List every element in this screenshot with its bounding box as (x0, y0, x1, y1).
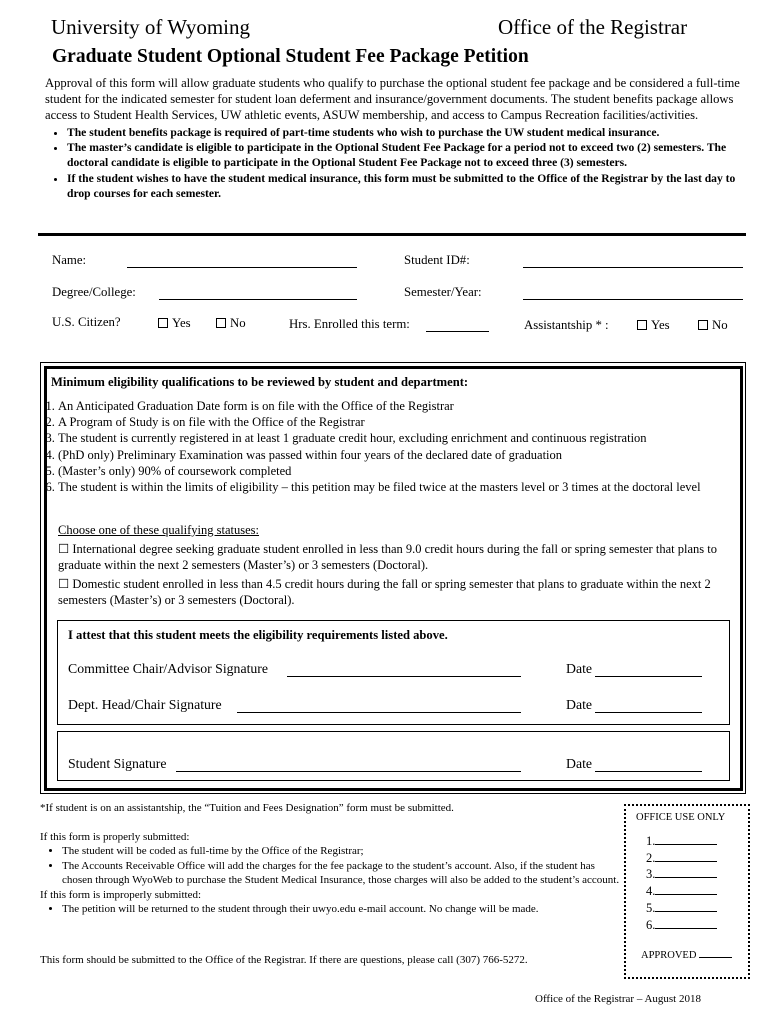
list-item: • The petition will be returned to the student through their uwyo.edu e-mail account. No change will be made. (62, 902, 620, 916)
list-item: • If the student wishes to have the student medical insurance, this form must be submitted to the Office of the Registrar by the last day to drop courses for each semester. (67, 171, 745, 202)
degree-field[interactable] (159, 287, 357, 300)
degree-label: Degree/College: (52, 285, 136, 299)
status-heading: Choose one of these qualifying statuses: (58, 523, 260, 537)
office-name: Office of the Registrar (498, 15, 688, 39)
status-option-text: Domestic student enrolled in less than 4.5 credit hours during the fall or spring semester that plans to graduate within the next 2 semesters (Master’s) or 3 semesters (Doctoral). (58, 577, 711, 608)
eligibility-heading: Minimum eligibility qualifications to be reviewed by student and department: (51, 375, 469, 389)
citizen-label: U.S. Citizen? (52, 315, 121, 329)
yes-label: Yes (172, 316, 191, 330)
list-item: 2. A Program of Study is on file with the Office of the Registrar (58, 414, 735, 430)
improper-heading: If this form is improperly submitted: (40, 888, 202, 901)
approved-label: APPROVED (641, 950, 697, 961)
checkbox-icon: ☐ (58, 577, 73, 591)
list-item: 6. The student is within the limits of eligibility – this petition may be filed twice at the masters level or 3 times at the doctoral level (58, 479, 735, 495)
checkbox-icon (637, 320, 647, 330)
citizen-no-checkbox[interactable] (216, 316, 246, 331)
no-label: No (712, 318, 728, 332)
name-label: Name: (52, 253, 87, 267)
committee-date-field[interactable] (595, 664, 702, 677)
office-use-line[interactable] (646, 917, 717, 934)
date-label: Date (566, 661, 593, 676)
line-number: 2. (646, 850, 656, 865)
proper-heading: If this form is properly submitted: (40, 831, 190, 843)
committee-signature-field[interactable] (287, 664, 521, 677)
student-id-field[interactable] (523, 255, 743, 268)
semester-label: Semester/Year: (404, 285, 482, 299)
name-field[interactable] (127, 255, 357, 268)
attest-statement: I attest that this student meets the eligibility requirements listed above. (68, 628, 448, 642)
approved-row[interactable] (641, 948, 732, 961)
assistantship-yes-checkbox[interactable] (637, 318, 670, 333)
assistantship-no-checkbox[interactable] (698, 318, 728, 333)
list-item: 5. (Master’s only) 90% of coursework completed (58, 463, 735, 479)
line-number: 1. (646, 834, 656, 848)
list-item: • The student will be coded as full-time by the Office of the Registrar; (62, 844, 620, 858)
checkbox-icon: ☐ (58, 542, 73, 556)
line-number: 5. (646, 900, 656, 915)
citizen-yes-checkbox[interactable] (158, 316, 191, 331)
student-id-label: Student ID#: (404, 253, 470, 267)
hrs-label: Hrs. Enrolled this term: (289, 317, 410, 331)
office-use-line[interactable] (646, 883, 717, 900)
status-option-text: International degree seeking graduate student enrolled in less than 9.0 credit hours during the fall or spring semester that plans to graduate within the next 2 semesters (Master’s) or 3 semesters (Doctoral). (58, 542, 717, 573)
eligibility-list (30, 398, 735, 495)
student-signature-field[interactable] (176, 759, 521, 772)
intro-bullets (45, 125, 745, 201)
list-item: • The master’s candidate is eligible to participate in the Optional Student Fee Package for a period not to exceed two (2) semesters. The doctoral candidate is eligible to participate in the Optional Student Fee Package not to exceed three (3) semesters. (67, 140, 745, 171)
list-item: 4. (PhD only) Preliminary Examination was passed within four years of the declared date of graduation (58, 447, 735, 463)
dept-date-field[interactable] (595, 700, 702, 713)
revision-date: Office of the Registrar – August 2018 (535, 993, 701, 1005)
submit-note: This form should be submitted to the Office of the Registrar. If there are questions, please call (307) 766-5272. (40, 954, 528, 966)
office-use-line[interactable] (646, 866, 717, 883)
section-divider (38, 233, 746, 236)
list-item: 3. The student is currently registered in at least 1 graduate credit hour, excluding enrichment and continuous registration (58, 430, 735, 446)
university-name: University of Wyoming (51, 15, 250, 39)
office-use-lines (646, 833, 717, 933)
date-label: Date (566, 756, 593, 771)
line-number: 6. (646, 917, 656, 932)
office-use-line[interactable] (646, 833, 717, 850)
committee-signature-label: Committee Chair/Advisor Signature (68, 661, 269, 676)
list-item: • The Accounts Receivable Office will add the charges for the fee package to the student’s account. Also, if the student has chosen through WyoWeb to purchase the Student Medical Insurance, those charges will also be added to the student’s account. (62, 859, 620, 888)
office-use-line[interactable] (646, 900, 717, 917)
hrs-field[interactable] (426, 319, 489, 332)
office-use-title: OFFICE USE ONLY (636, 812, 726, 823)
line-number: 4. (646, 884, 656, 899)
status-option-domestic[interactable] (58, 576, 730, 608)
page-title: Graduate Student Optional Student Fee Package Petition (52, 46, 529, 67)
intro-section (45, 75, 745, 201)
office-use-line[interactable] (646, 850, 717, 867)
line-number: 3. (646, 867, 656, 882)
no-label: No (230, 316, 246, 330)
checkbox-icon (216, 318, 226, 328)
list-item: 1. An Anticipated Graduation Date form is on file with the Office of the Registrar (58, 398, 735, 414)
semester-field[interactable] (523, 287, 743, 300)
date-label: Date (566, 697, 593, 712)
yes-label: Yes (651, 318, 670, 332)
student-date-field[interactable] (595, 759, 702, 772)
dept-signature-field[interactable] (237, 700, 521, 713)
assistantship-label: Assistantship * : (524, 318, 609, 332)
intro-paragraph: Approval of this form will allow graduate students who qualify to purchase the optional student fee package and be considered a full-time student for the indicated semester for student loan deferment and insurance/government documents. The student benefits package allows access to Student Health Services, UW athletic events, ASUW membership, and access to Campus Recreation facilities/activities. (45, 76, 740, 123)
submission-notes (40, 830, 620, 916)
student-signature-label: Student Signature (68, 756, 167, 771)
dept-signature-label: Dept. Head/Chair Signature (68, 697, 222, 712)
assistantship-note: *If student is on an assistantship, the “Tuition and Fees Designation” form must be submitted. (40, 802, 454, 814)
checkbox-icon (698, 320, 708, 330)
status-option-international[interactable] (58, 541, 730, 573)
list-item: • The student benefits package is required of part-time students who wish to purchase the UW student medical insurance. (67, 125, 745, 140)
checkbox-icon (158, 318, 168, 328)
